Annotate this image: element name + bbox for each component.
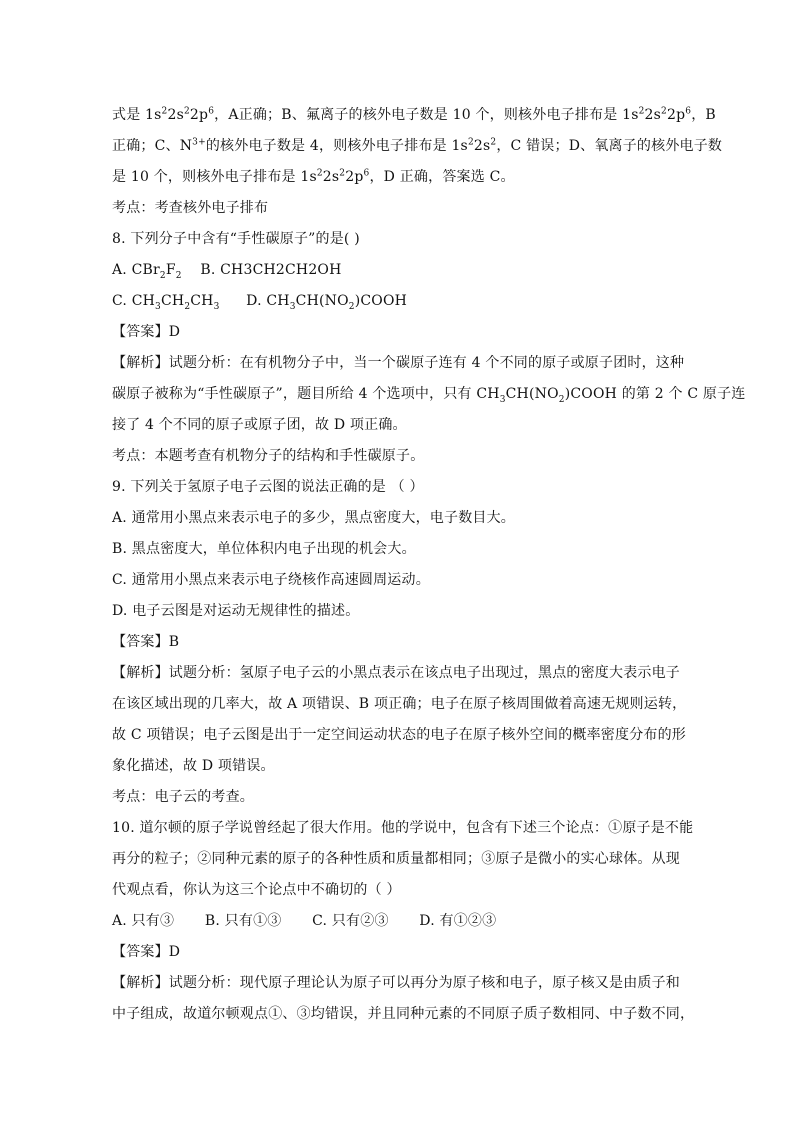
explanation-line: 碳原子被称为“手性碳原子”，题目所给 4 个选项中，只有 $CH_3CH(NO_2)COOH$ 的第 2 个 C 原子连	[112, 386, 746, 405]
explanation-line: 中子组成，故道尔顿观点①、③均错误，并且同种元素的不同原子质子数相同、中子数不同，	[112, 1006, 695, 1022]
question-10: 再分的粒子；②同种元素的原子的各种性质和质量都相同；③原子是微小的实心球体。从现	[112, 851, 680, 867]
question-10: 10. 道尔顿的原子学说曾经起了很大作用。他的学说中，包含有下述三个论点：①原子是不能	[112, 820, 694, 836]
kaodian-note: 考点：电子云的考查。	[112, 789, 254, 805]
answer: 【答案】D	[112, 944, 181, 960]
option-a: A. 通常用小黑点来表示电子的多少，黑点密度大，电子数目大。	[112, 510, 516, 526]
explanation-line: 【解析】试题分析：现代原子理论认为原子可以再分为原子核和电子，原子核又是由质子和	[112, 975, 680, 991]
answer: 【答案】B	[112, 634, 180, 650]
option-b: B. 只有①③	[204, 913, 282, 929]
option-a: A. $CBr_2F_2$	[112, 262, 182, 281]
option-b: B. 黑点密度大，单位体积内电子出现的机会大。	[112, 541, 416, 557]
question-9: 9. 下列关于氢原子电子云图的说法正确的是 （ ）	[112, 479, 424, 495]
question-10: 代观点看，你认为这三个论点中不确切的（ ）	[112, 882, 401, 898]
option-d: D. 电子云图是对运动无规律性的描述。	[112, 603, 360, 619]
question-8-options-row-2	[112, 286, 684, 317]
option-c: C. 通常用小黑点来表示电子绕核作高速圆周运动。	[112, 572, 430, 588]
question-8: 8. 下列分子中含有“手性碳原子”的是( )	[112, 231, 360, 247]
option-d: D. 有①②③	[419, 913, 497, 929]
explanation-line: 在该区域出现的几率大，故 A 项错误、B 项正确；电子在原子核周围做着高速无规则运转，	[112, 696, 687, 712]
explanation-line: 接了 4 个不同的原子或原子团，故 D 项正确。	[112, 417, 407, 433]
option-c: C. 只有②③	[312, 913, 389, 929]
answer: 【答案】D	[112, 324, 181, 340]
question-10-options	[112, 906, 684, 937]
document-page	[112, 100, 746, 1030]
explanation-line: 是 10 个，则核外电子排布是 $1s^22s^22p^6$，D 正确，答案选 C。	[112, 168, 515, 185]
option-a: A. 只有③	[112, 913, 175, 929]
explanation-line: 象化描述，故 D 项错误。	[112, 758, 275, 774]
option-d: D. $CH_3CH(NO_2)COOH$	[246, 293, 408, 312]
option-b: B. CH3CH2CH2OH	[200, 262, 342, 278]
question-8-options-row-1	[112, 255, 684, 286]
explanation-line: 故 C 项错误；电子云图是出于一定空间运动状态的电子在原子核外空间的概率密度分布的形	[112, 727, 687, 743]
explanation-line: 式是 $1s^22s^22p^6$，A正确；B、氟离子的核外电子数是 10 个，则核外电子排布是 $1s^22s^22p^6$，B	[112, 106, 716, 123]
explanation-line: 【解析】试题分析：氢原子电子云的小黑点表示在该点电子出现过，黑点的密度大表示电子	[112, 665, 680, 681]
option-c: C. $CH_3CH_2CH_3$	[112, 293, 220, 312]
explanation-line: 正确；C、$N^{3+}$的核外电子数是 4，则核外电子排布是 $1s^22s^2$，C 错误；D、氧离子的核外电子数	[112, 137, 723, 154]
kaodian-note: 考点：本题考查有机物分子的结构和手性碳原子。	[112, 448, 425, 464]
kaodian-note: 考点：考查核外电子排布	[112, 200, 269, 216]
explanation-line: 【解析】试题分析：在有机物分子中，当一个碳原子连有 4 个不同的原子或原子团时，这种	[112, 355, 685, 371]
